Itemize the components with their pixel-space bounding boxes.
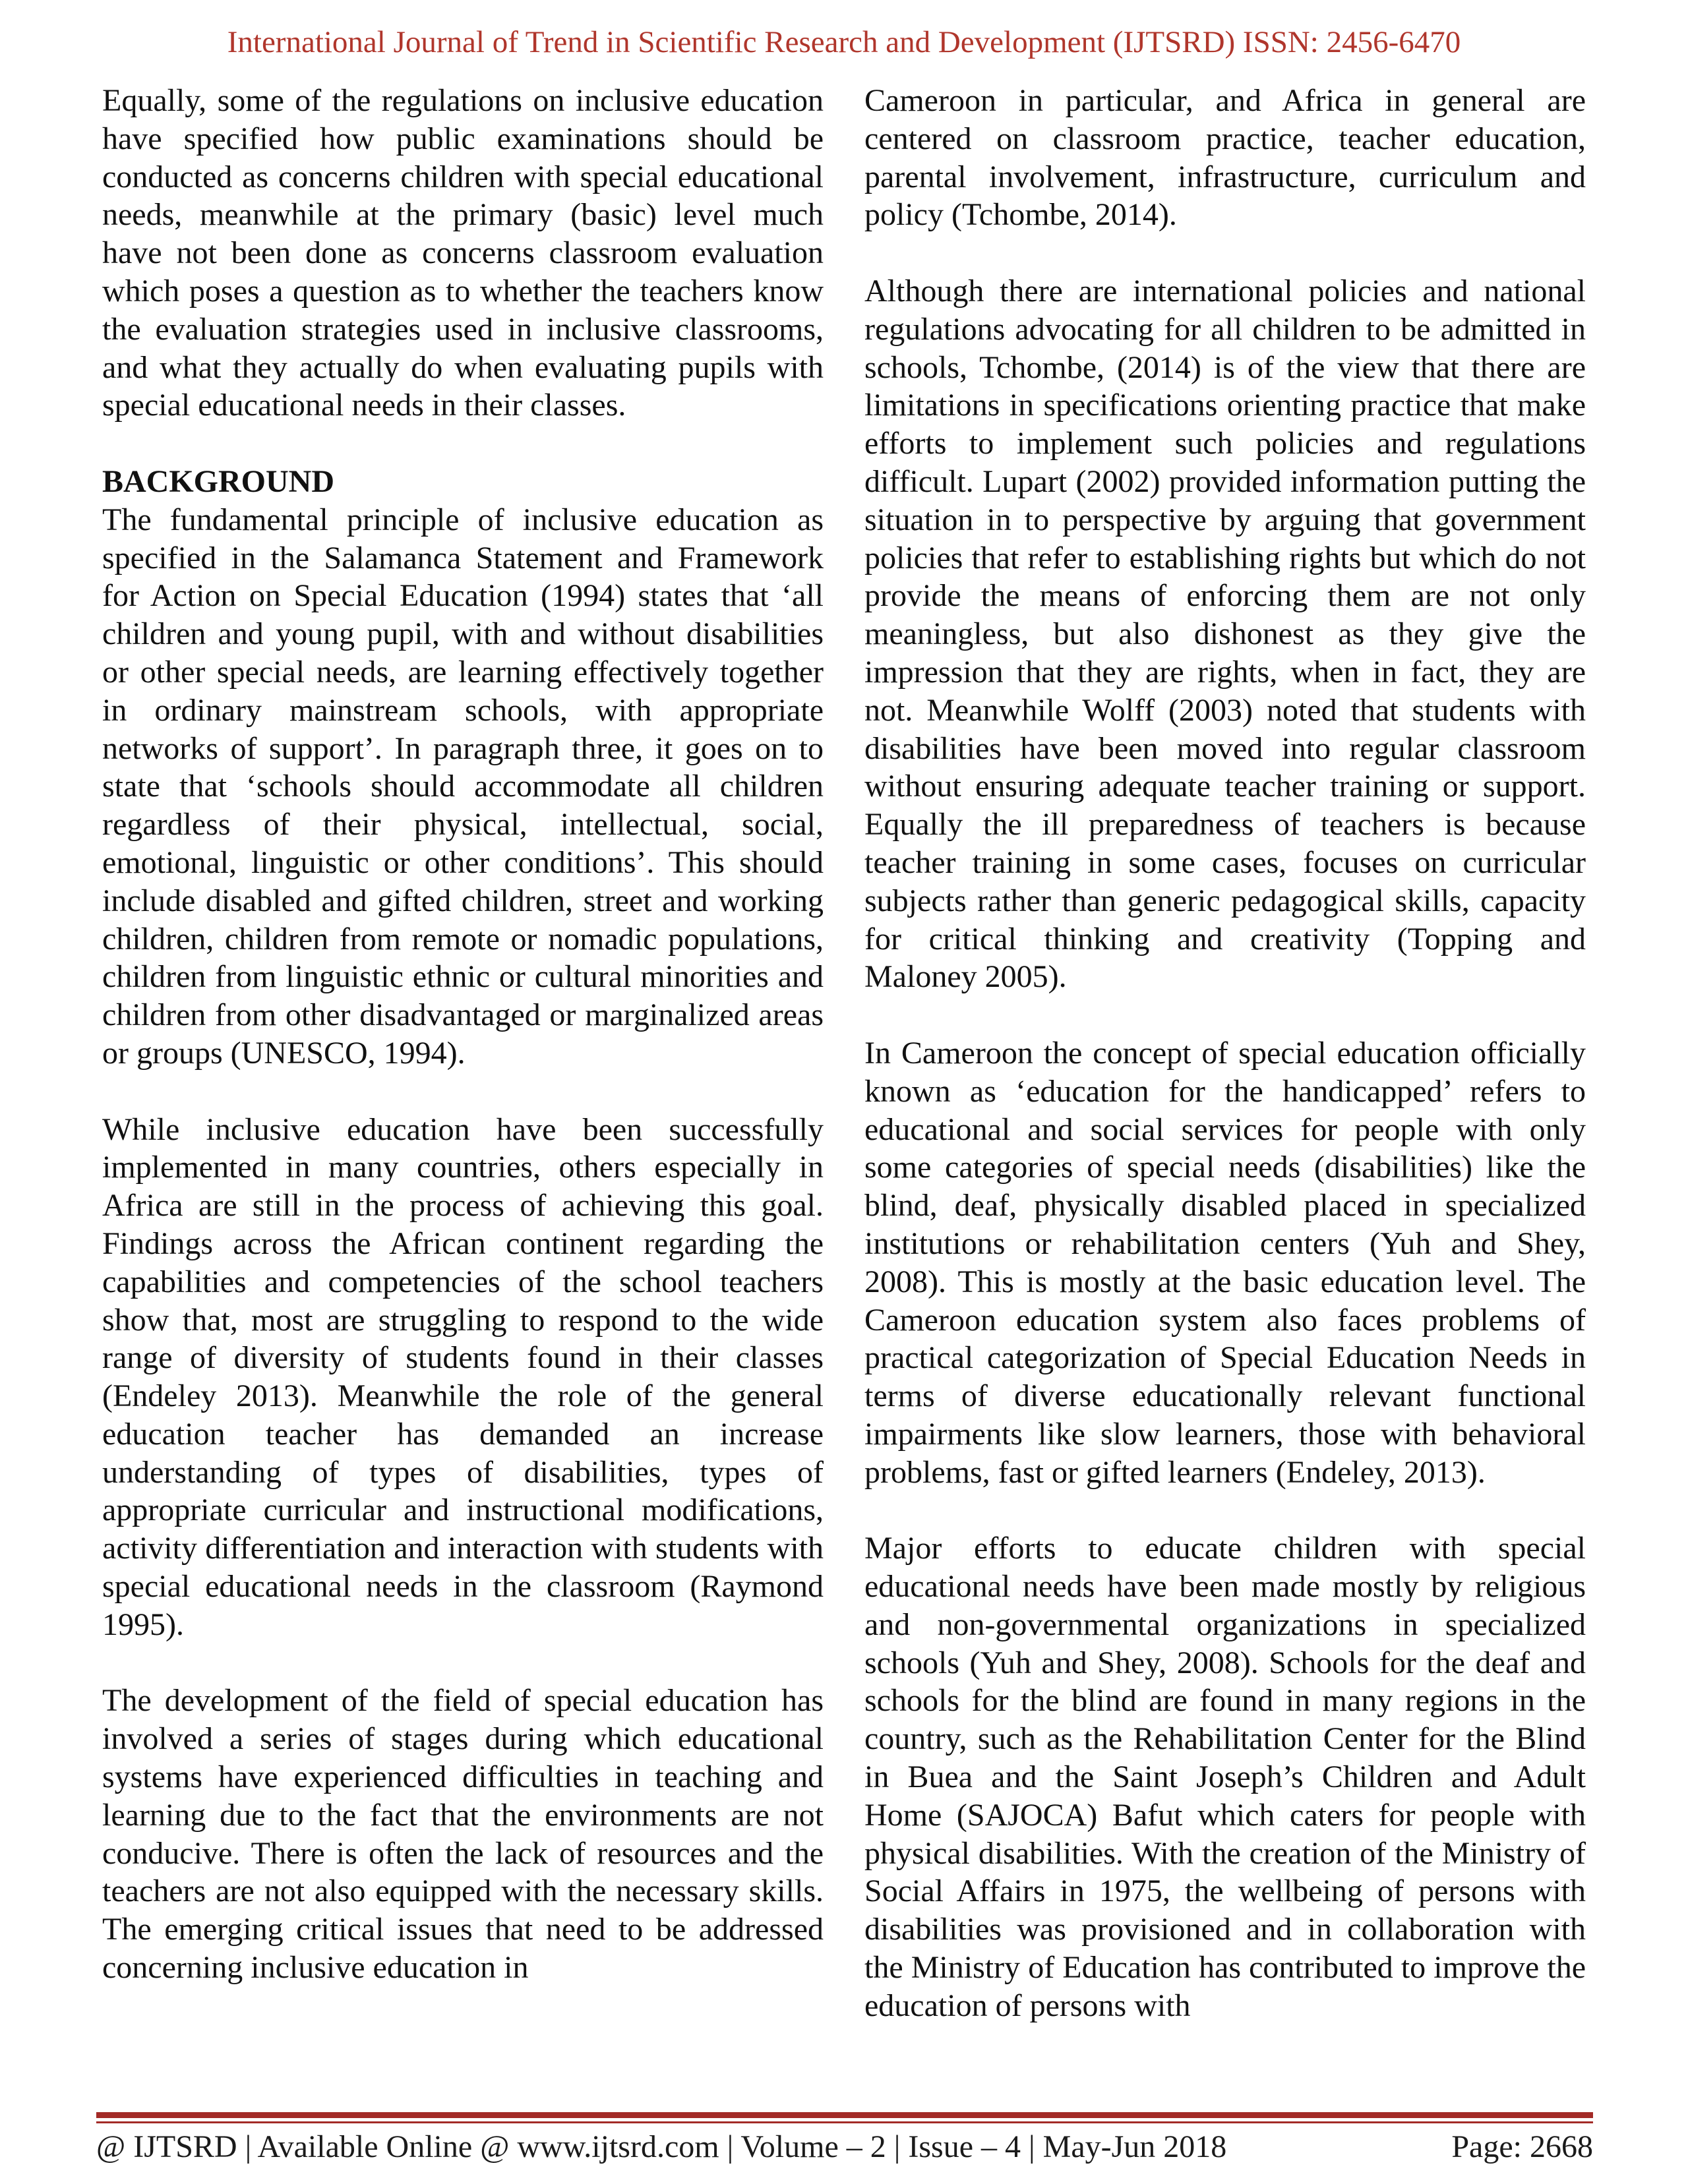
page-number: Page: 2668	[1451, 2129, 1593, 2164]
left-column	[102, 82, 824, 2025]
journal-header: International Journal of Trend in Scientific Research and Development (IJTSRD) ISSN: 2456-6470	[227, 25, 1461, 59]
footer-divider-thin	[96, 2121, 1593, 2123]
paragraph: Major efforts to educate children with special educational needs have been made mostly by religious and non-governmental organizations in specialized schools (Yuh and Shey, 2008). Schools for the deaf and schools for the blind are found in many regions in the country, such as the Rehabilitation Center for the Blind in Buea and the Saint Joseph’s Children and Adult Home (SAJOCA) Bafut which caters for people with physical disabilities. With the creation of the Ministry of Social Affairs in 1975, the wellbeing of persons with disabilities was provisioned and in collaboration with the Ministry of Education has contributed to improve the education of persons with	[864, 1531, 1586, 2023]
footer-divider-thick	[96, 2112, 1593, 2118]
paragraph: Although there are international policies and national regulations advocating for all children to be admitted in schools, Tchombe, (2014) is of the view that there are limitations in specifications orienting practice that make efforts to implement such policies and regulations difficult. Lupart (2002) provided information putting the situation in to perspective by arguing that government policies that refer to establishing rights but which do not provide the means of enforcing them are not only meaningless, but also dishonest as they give the impression that they are rights, when in fact, they are not. Meanwhile Wolff (2003) noted that students with disabilities have been moved into regular classroom without ensuring adequate teacher training or support. Equally the ill preparedness of teachers is because teacher training in some cases, focuses on curricular subjects rather than generic pedagogical skills, capacity for critical thinking and creativity (Topping and Maloney 2005).	[864, 273, 1586, 995]
paragraph: In Cameroon the concept of special education officially known as ‘education for the handicapped’ refers to educational and social services for people with only some categories of special needs (disabilities) like the blind, deaf, physically disabled placed in specialized institutions or rehabilitation centers (Yuh and Shey, 2008). This is mostly at the basic education level. The Cameroon education system also faces problems of practical categorization of Special Education Needs in terms of diverse educationally relevant functional impairments like slow learners, those with behavioral problems, fast or gifted learners (Endeley, 2013).	[864, 1035, 1586, 1490]
footer-info: @ IJTSRD | Available Online @ www.ijtsrd.com | Volume – 2 | Issue – 4 | May-Jun 2018	[96, 2129, 1227, 2164]
right-column	[864, 82, 1586, 2063]
paragraph: The development of the field of special education has involved a series of stages during which educational systems have experienced difficulties in teaching and learning due to the fact that the environments are not conducive. There is often the lack of resources and the teachers are not also equipped with the necessary skills. The emerging critical issues that need to be addressed concerning inclusive education in	[102, 1683, 824, 1986]
paragraph: The fundamental principle of inclusive education as specified in the Salamanca Statement and Framework for Action on Special Education (1994) states that ‘all children and young pupil, with and without disabilities or other special needs, are learning effectively together in ordinary mainstream schools, with appropriate networks of support’. In paragraph three, it goes on to state that ‘schools should accommodate all children regardless of their physical, intellectual, social, emotional, linguistic or other conditions’. This should include disabled and gifted children, street and working children, children from remote or nomadic populations, children from linguistic ethnic or cultural minorities and children from other disadvantaged or marginalized areas or groups (UNESCO, 1994).	[102, 502, 824, 1071]
paragraph: Cameroon in particular, and Africa in general are centered on classroom practice, teacher education, parental involvement, infrastructure, curriculum and policy (Tchombe, 2014).	[864, 83, 1586, 233]
section-heading-background: BACKGROUND	[102, 463, 335, 499]
paragraph: While inclusive education have been successfully implemented in many countries, others especially in Africa are still in the process of achieving this goal. Findings across the African continent regarding the capabilities and competencies of the school teachers show that, most are struggling to respond to the wide range of diversity of students found in their classes (Endeley 2013). Meanwhile the role of the general education teacher has demanded an increase understanding of types of disabilities, types of appropriate curricular and instructional modifications, activity differentiation and interaction with students with special educational needs in the classroom (Raymond 1995).	[102, 1111, 824, 1642]
intro-paragraph: Equally, some of the regulations on inclusive education have specified how public examinations should be conducted as concerns children with special educational needs, meanwhile at the primary (basic) level much have not been done as concerns classroom evaluation which poses a question as to whether the teachers know the evaluation strategies used in inclusive classrooms, and what they actually do when evaluating pupils with special educational needs in their classes.	[102, 83, 824, 423]
